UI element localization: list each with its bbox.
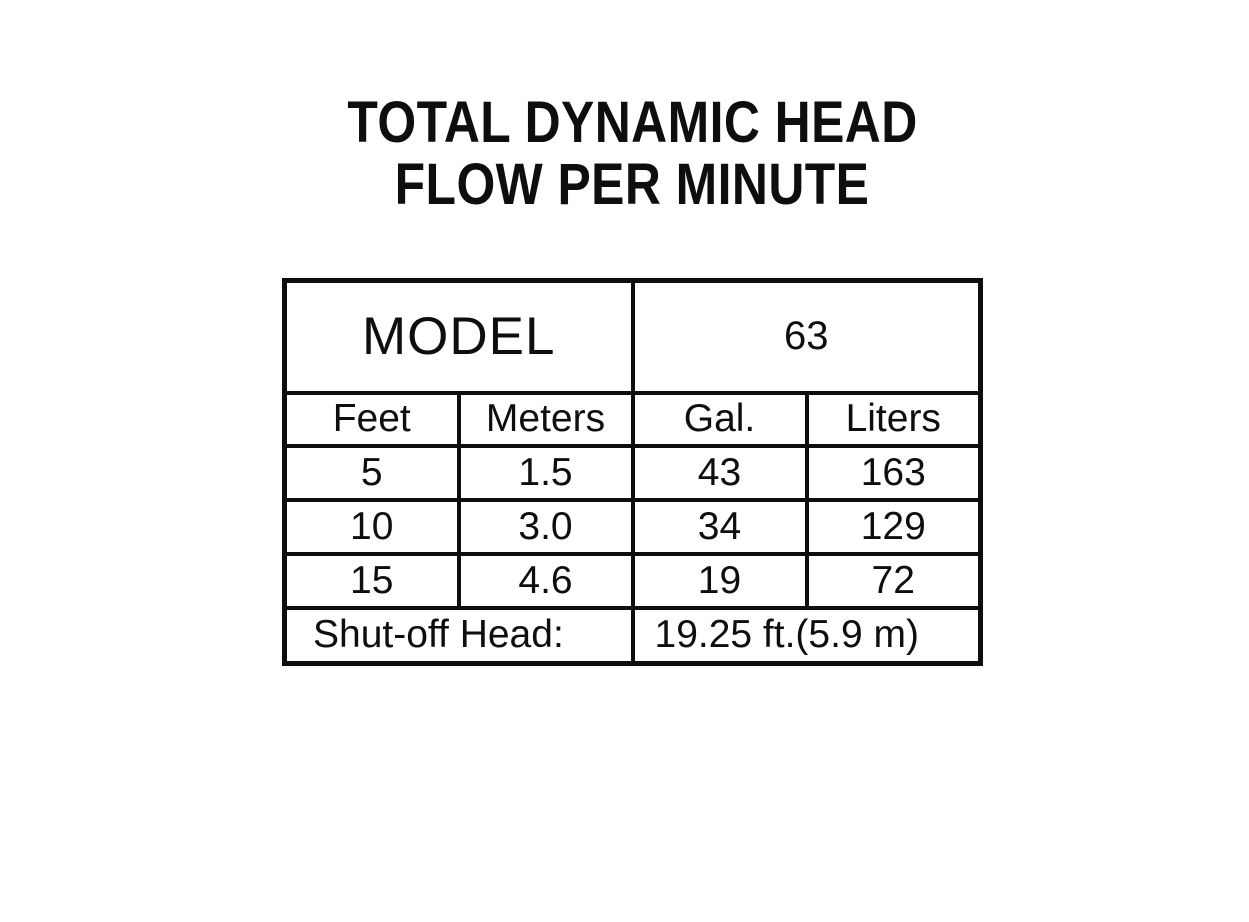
page-title-line-1: TOTAL DYNAMIC HEAD — [347, 90, 918, 155]
cell-liters: 163 — [807, 446, 981, 500]
column-header-row — [285, 393, 981, 446]
column-header-liters: Liters — [807, 393, 981, 446]
page-title — [282, 92, 983, 216]
cell-meters: 4.6 — [459, 554, 633, 608]
cell-gal: 43 — [633, 446, 807, 500]
model-value-cell: 63 — [633, 281, 981, 393]
shutoff-label-cell: Shut-off Head: — [285, 608, 633, 664]
table-row — [285, 554, 981, 608]
column-header-meters: Meters — [459, 393, 633, 446]
page-title-line-2: FLOW PER MINUTE — [395, 152, 870, 217]
cell-gal: 34 — [633, 500, 807, 554]
table-row — [285, 446, 981, 500]
cell-meters: 3.0 — [459, 500, 633, 554]
column-header-gal: Gal. — [633, 393, 807, 446]
model-label-cell: MODEL — [285, 281, 633, 393]
cell-feet: 5 — [285, 446, 459, 500]
spec-table — [282, 278, 983, 666]
model-row — [285, 281, 981, 393]
shutoff-value-cell: 19.25 ft.(5.9 m) — [633, 608, 981, 664]
cell-liters: 72 — [807, 554, 981, 608]
cell-meters: 1.5 — [459, 446, 633, 500]
cell-liters: 129 — [807, 500, 981, 554]
cell-gal: 19 — [633, 554, 807, 608]
cell-feet: 10 — [285, 500, 459, 554]
table-row — [285, 500, 981, 554]
cell-feet: 15 — [285, 554, 459, 608]
shutoff-row — [285, 608, 981, 664]
column-header-feet: Feet — [285, 393, 459, 446]
